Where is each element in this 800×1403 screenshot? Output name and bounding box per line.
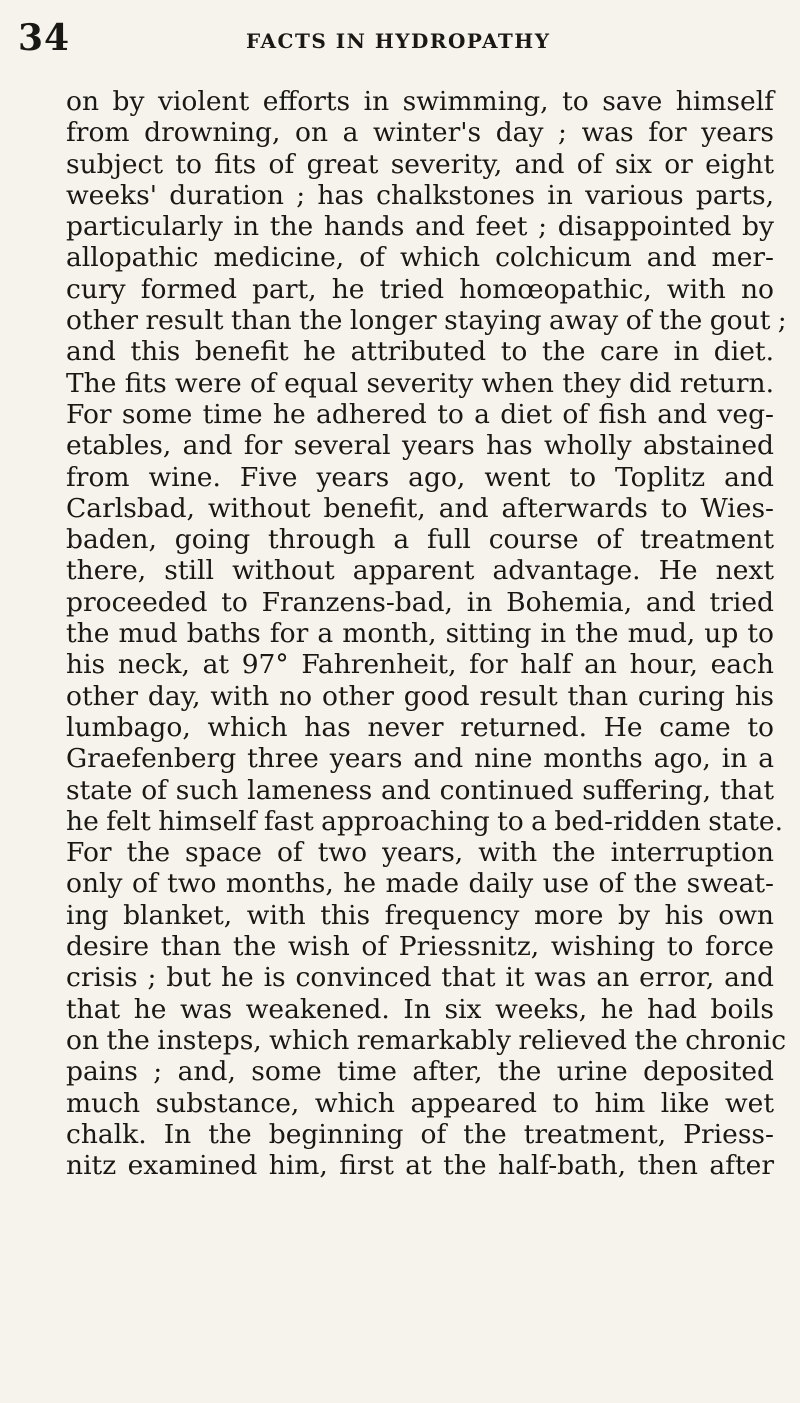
body-paragraph [66,86,787,1182]
text-line: cury formed part, he tried homœopathic, with no [66,273,774,305]
text-line: nitz examined him, first at the half-bath, then after [66,1150,774,1182]
text-line: The fits were of equal severity when they did return. [66,367,774,399]
text-line: weeks' duration ; has chalkstones in various parts, [66,179,774,211]
text-line: that he was weakened. In six weeks, he had boils [66,993,774,1025]
text-line: on by violent efforts in swimming, to save himself [66,86,774,117]
text-line: on the insteps, which remarkably relieved the chronic [66,1024,787,1056]
text-line: Carlsbad, without benefit, and afterwards to Wies- [66,492,774,524]
text-line: proceeded to Franzens-bad, in Bohemia, and tried [66,586,774,618]
page-number: 34 [18,17,71,59]
text-line: his neck, at 97° Fahrenheit, for half an hour, each [66,649,774,681]
text-line: desire than the wish of Priessnitz, wishing to force [66,931,774,963]
text-line: pains ; and, some time after, the urine deposited [66,1056,774,1088]
text-line: much substance, which appeared to him like wet [66,1087,774,1119]
text-line: from wine. Five years ago, went to Toplitz and [66,461,774,493]
text-line: other result than the longer staying away of the gout ; [66,305,787,337]
text-line: allopathic medicine, of which colchicum and mer- [66,242,774,274]
running-title: FACTS IN HYDROPATHY [246,29,551,53]
text-line: crisis ; but he is convinced that it was an error, and [66,962,774,994]
text-line: the mud baths for a month, sitting in the mud, up to [66,618,774,650]
text-line: For the space of two years, with the interruption [66,837,774,869]
text-line: and this benefit he attributed to the care in diet. [66,336,774,368]
text-line: other day, with no other good result than curing his [66,680,774,712]
text-line: there, still without apparent advantage. He next [66,555,774,587]
text-line: only of two months, he made daily use of the sweat- [66,868,774,900]
text-line: subject to fits of great severity, and of six or eight [66,148,774,180]
text-line: particularly in the hands and feet ; disappointed by [66,211,774,243]
text-line: For some time he adhered to a diet of fish and veg- [66,398,774,430]
text-line: ing blanket, with this frequency more by his own [66,899,774,931]
text-line: chalk. In the beginning of the treatment, Priess- [66,1118,774,1150]
text-line: etables, and for several years has wholly abstained [66,430,774,462]
text-line: lumbago, which has never returned. He came to [66,711,774,743]
text-line: from drowning, on a winter's day ; was for years [66,117,774,149]
text-line: Graefenberg three years and nine months ago, in a [66,743,774,775]
text-line: baden, going through a full course of treatment [66,524,774,556]
text-line: he felt himself fast approaching to a bed-ridden state. [66,805,783,837]
text-line: state of such lameness and continued suffering, that [66,774,774,806]
